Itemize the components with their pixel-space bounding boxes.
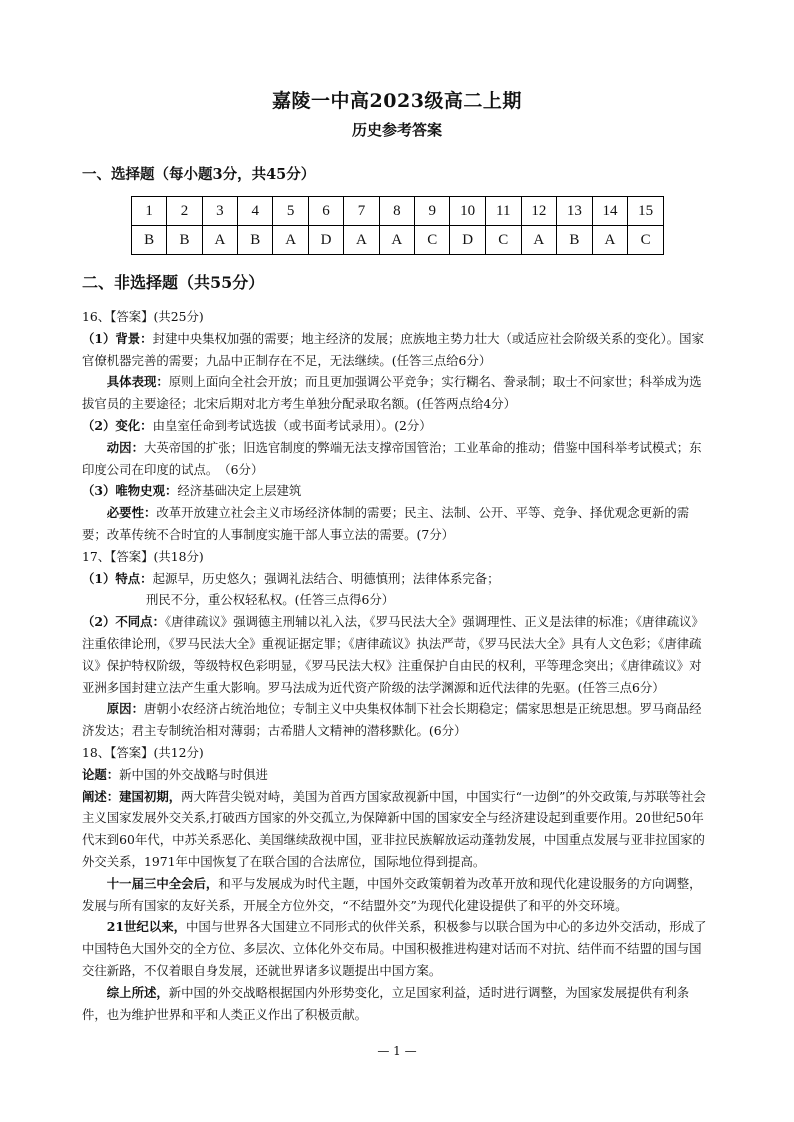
answer-cell: B (557, 226, 593, 255)
page-number: — 1 — (377, 1044, 417, 1058)
question-number-cell: 12 (521, 197, 557, 226)
label: 21世纪以来， (106, 919, 186, 935)
text: 和平与发展成为时代主题，中国外交政策朝着为改革开放和现代化建设服务的方向调整，发展与所有国家的友好关系，开展全方位外交，“不结盟外交”为现代化建设提供了和平的外交环境。 (82, 875, 702, 913)
q17-features (82, 568, 712, 590)
question-number-cell: 11 (485, 197, 521, 226)
question-number-cell: 6 (308, 197, 343, 226)
text: 《唐律疏议》强调德主刑辅以礼入法，《罗马民法大全》强调理性、正义是法律的标准；《唐律疏议》注重依律论刑，《罗马民法大全》重视证据定罪；《唐律疏议》执法严苛，《罗马民法大全》具有人文色彩；《唐律疏议》保护特权阶级，等级特权色彩明显，《罗马民法大权》注重保护自由民的权利，平等理念突出；《唐律疏议》对亚洲多国封建立法产生重大影响。罗马法成为近代资产阶级的法学渊源和近代法律的先驱。(任答三点6分） (82, 614, 704, 695)
question-number-cell: 14 (592, 197, 628, 226)
text: 中国与世界各大国建立不同形式的伙伴关系，积极参与以联合国为中心的多边外交活动，形成了中国特色大国外交的全方位、多层次、立体化外交布局。中国积极推进构建对话而不对抗、结伴而不结盟的国与国交往新路，不仅着眼自身发展，还就世界诸多议题提出中国方案。 (82, 919, 707, 978)
text: 唐朝小农经济占统治地位；专制主义中央集权体制下社会长期稳定；儒家思想是正统思想。罗马商品经济发达；君主专制统治相对薄弱；古希腊人文精神的潜移默化。(6分） (82, 701, 702, 739)
question-number-row (132, 197, 664, 226)
q16-necessity (82, 502, 712, 546)
answer-cell: D (450, 226, 486, 255)
answer-cell: A (344, 226, 379, 255)
question-number-cell: 2 (167, 197, 202, 226)
label: 阐述：建国初期， (82, 788, 182, 804)
question-number-cell: 8 (379, 197, 414, 226)
section-non-choice-heading: 二、非选择题（共55分） (82, 273, 265, 292)
label: （2）不同点： (82, 614, 165, 630)
text: 大英帝国的扩张；旧选官制度的弊端无法支撑帝国管治；工业革命的推动；借鉴中国科举考试模式；东印度公司在印度的试点。 （6分） (82, 439, 702, 477)
answer-cell: A (379, 226, 414, 255)
answer-cell: A (273, 226, 308, 255)
q17-reasons (82, 698, 712, 742)
answer-body (82, 306, 712, 1025)
document-subtitle: 历史参考答案 (351, 121, 442, 139)
label: 十一届三中全会后， (106, 875, 219, 891)
q16-motive (82, 437, 712, 481)
q18-reform (82, 873, 712, 917)
text: 起源早，历史悠久；强调礼法结合、明德慎刑；法律体系完备； (152, 570, 500, 586)
text: 封建中央集权加强的需要；地主经济的发展；庶族地主势力壮大（或适应社会阶级关系的变化）。国家官僚机器完善的需要；九品中正制存在不足，无法继续。(任答三点给6分） (82, 330, 704, 368)
text: 新中国的外交战略根据国内外形势变化，立足国家利益，适时进行调整，为国家发展提供有利条件，也为维护世界和平和人类正义作出了积极贡献。 (82, 984, 690, 1022)
answer-cell: B (238, 226, 273, 255)
label: （1）特点： (82, 570, 153, 586)
q18-early (82, 786, 712, 873)
answer-cell: C (415, 226, 450, 255)
q16-materialism (82, 480, 712, 502)
label: 论题： (82, 766, 120, 782)
answer-cell: A (521, 226, 557, 255)
answer-cell: D (308, 226, 343, 255)
label: （2）变化： (82, 417, 153, 433)
document-title: 嘉陵一中高2023级高二上期 (272, 90, 522, 112)
q18-conclusion (82, 982, 712, 1026)
text: 原则上面向全社会开放；而且更加强调公平竞争；实行糊名、誊录制；取士不问家世；科举成为选拔官员的主要途径；北宋后期对北方考生单独分配录取名额。(任答两点给4分） (82, 374, 702, 412)
text: 经济基础决定上层建筑 (177, 483, 302, 499)
answer-cell: C (485, 226, 521, 255)
q18-heading: 18、【答案】(共12分) (82, 744, 204, 760)
q16-change (82, 415, 712, 437)
answer-cell: B (132, 226, 167, 255)
label: 动因： (106, 439, 144, 455)
answer-letter-row (132, 226, 664, 255)
question-number-cell: 1 (132, 197, 167, 226)
label: （3）唯物史观： (82, 483, 178, 499)
question-number-cell: 9 (415, 197, 450, 226)
q17-heading: 17、【答案】(共18分) (82, 548, 204, 564)
label: 必要性： (106, 505, 157, 521)
section-multiple-choice-heading: 一、选择题（每小题3分，共45分） (82, 166, 316, 183)
label: 具体表现： (106, 374, 169, 390)
q16-manifestation (82, 371, 712, 415)
q16-background (82, 328, 712, 372)
label: 原因： (106, 701, 144, 717)
answer-cell: B (167, 226, 202, 255)
question-number-cell: 7 (344, 197, 379, 226)
q16-heading: 16、【答案】(共25分) (82, 309, 204, 324)
question-number-cell: 13 (557, 197, 593, 226)
label: 综上所述， (106, 984, 169, 1000)
question-number-cell: 15 (628, 197, 664, 226)
question-number-cell: 5 (273, 197, 308, 226)
answer-cell: C (628, 226, 664, 255)
text: 由皇室任命到考试选拔（或书面考试录用）。(2分） (152, 417, 432, 433)
q17-features-cont: 刑民不分，重公权轻私权。(任答三点得6分） (146, 592, 395, 608)
q18-thesis (82, 764, 712, 786)
text: 两大阵营尖锐对峙，美国为首西方国家敌视新中国，中国实行“一边倒”的外交政策,与苏联等社会主义国家发展外交关系,打破西方国家的外交孤立,为保障新中国的国家安全与经济建设起到重要作用。20世纪50年代末到60年代，中苏关系恶化、美国继续敌视中国，亚非拉民族解放运动蓬勃发展，中国重点发展与亚非拉国家的外交关系，1971年中国恢复了在联合国的合法席位，国际地位得到提高。 (82, 788, 706, 869)
q18-21st-century (82, 916, 712, 981)
text: 新中国的外交战略与时俱进 (119, 766, 268, 782)
answer-cell: A (202, 226, 237, 255)
answer-cell: A (592, 226, 628, 255)
answer-table (131, 196, 664, 255)
question-number-cell: 3 (202, 197, 237, 226)
text: 改革开放建立社会主义市场经济体制的需要；民主、法制、公开、平等、竞争、择优观念更新的需要；改革传统不合时宜的人事制度实施干部人事立法的需要。(7分） (82, 505, 690, 542)
label: （1）背景： (82, 330, 153, 346)
q17-differences (82, 611, 712, 698)
question-number-cell: 4 (238, 197, 273, 226)
question-number-cell: 10 (450, 197, 486, 226)
